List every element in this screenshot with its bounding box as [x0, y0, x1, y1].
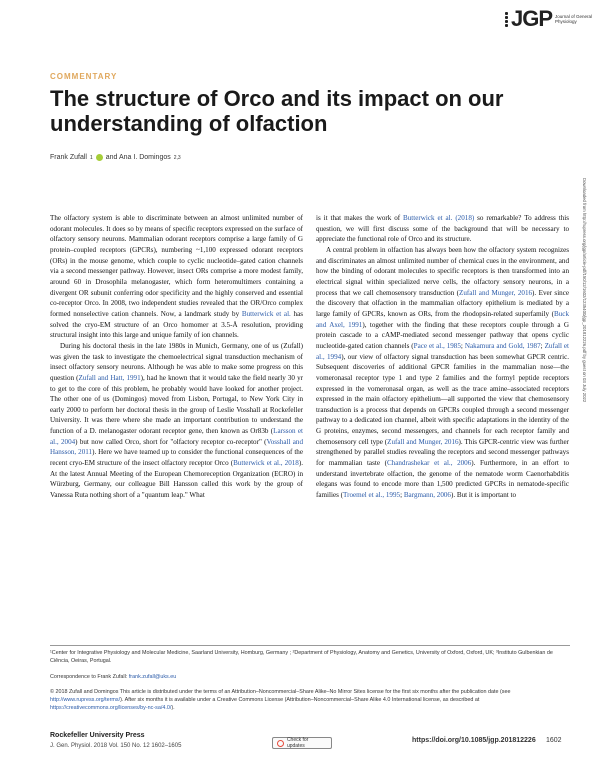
- text: ). Ever since the discovery that olfaction in the mammalian olfactory epithelium is mediated by a large family of GPCRs, known as ORs, from the rhodopsin-related superfamily (: [316, 288, 570, 318]
- article-title: The structure of Orco and its impact on our understanding of olfaction: [50, 86, 504, 136]
- logo-bars-icon: [505, 12, 508, 27]
- download-notice: Downloaded from http://rupress.org/jgp/article-pdf/150/12/1602/1235400/jgp_201812226.pdf by guest on 03 July 2022: [582, 178, 587, 403]
- author-list: [50, 154, 181, 161]
- text: ;: [540, 341, 545, 350]
- text: ), together with the finding that these receptors couple through a G protein cascade to a cAMP-mediated second messenger pathway that opens cyclic nucleotide-gated cation channels (: [316, 320, 569, 350]
- publisher-name: Rockefeller University Press: [50, 732, 145, 739]
- text: has solved the cryo-EM structure of an Orco homomer at 3.5-Å resolution, providing structural insight into this large and unique family of ion channels.: [50, 309, 303, 340]
- citation: J. Gen. Physiol. 2018 Vol. 150 No. 12 1602–1605: [50, 743, 182, 749]
- reference-link[interactable]: Butterwick et al. (2018): [403, 214, 475, 222]
- section-label: COMMENTARY: [50, 72, 118, 81]
- reference-link[interactable]: Nakamura and Gold, 1987: [464, 341, 541, 350]
- check-for-updates-label: Check for updates: [286, 737, 309, 749]
- text: ;: [400, 491, 404, 500]
- affiliation-sup: 2,3: [173, 154, 181, 161]
- affiliations: ¹Center for Integrative Physiology and Molecular Medicine, Saarland University, Homburg, Germany ; ²Department of Physiology, Anatomy and Genetics, University of Oxford, Oxford, UK; ³Instituto Gulbenkian de Ciência, Oeiras, Portugal.: [50, 650, 553, 664]
- license-link[interactable]: https://creativecommons.org/licenses/by-nc-sa/4.0/: [50, 705, 172, 711]
- text: ), our view of olfactory signal transduction has been somewhat GPCR centric. Subsequent discoveries of additional GPCR families in the mammalian nose—the vomeronasal receptor type 1 and type 2 families and the formyl peptide receptors expressed in the vomeronasal organ, as well as the trace amine–associated receptors expressed in the main olfactory epithelium—all supported the view that chemosensory transduction is a process that depends on GPCRs coupled through a second messenger pathway to a dedicated ion channel, albeit with specific adaptations in the identity of the G proteins, enzymes, second messengers, and channels for each receptor family and chemosensory cell type (: [316, 352, 570, 446]
- footnote-divider: [50, 645, 570, 646]
- text: ;: [460, 341, 465, 350]
- correspondence-email[interactable]: frank.zufall@uks.eu: [128, 674, 177, 680]
- check-for-updates-button[interactable]: [272, 737, 332, 749]
- text: ). Here we have teamed up to consider the functional consequences of the recent cryo-EM structure of the insect olfactory receptor Orco (: [50, 448, 303, 468]
- download-sidebar: [579, 178, 589, 718]
- reference-link[interactable]: Zufall et al., 1994: [316, 341, 570, 361]
- text: ).: [171, 705, 175, 711]
- journal-logo: [505, 6, 595, 32]
- crossmark-icon: [277, 740, 284, 747]
- text: ). But it is important to: [450, 491, 517, 500]
- correspondence-label: Correspondence to Frank Zufall:: [50, 674, 129, 680]
- paragraph: [316, 245, 569, 501]
- reference-link[interactable]: Zufall and Munger, 2016: [459, 288, 533, 297]
- body-column-right: [316, 213, 569, 501]
- license-link[interactable]: http://www.rupress.org/terms/: [50, 697, 121, 703]
- reference-link[interactable]: Chandrashekar et al., 2006: [386, 459, 472, 468]
- text: A central problem in olfaction has always been how the olfactory system recognizes and discriminates an almost unlimited number of chemical cues in the environment, and how the binding of odorant molecules to specific receptors is then transformed into an electrical signal within specialized nerve cells, the olfactory sensory neurons, in a process that we call chemosensory transduction (: [316, 245, 569, 297]
- body-column-left: [50, 213, 303, 501]
- text: ). At the latest Annual Meeting of the European Chemoreception Organization (ECRO) in Würzburg, Germany, our colleague Bill Hansson called this work by the group of Vanessa Ruta nothing short of a "quantum leap." What: [50, 459, 303, 500]
- text: ), had he known that it would take the field nearly 30 yr to get to the core of this problem, he probably would have looked for another project. The other one of us (Domingos) moved from Lisbon, Portugal, to New York City in early 2000 to perform her doctoral thesis in the group of Leslie Vosshall at Rockefeller University. It was there where she made an important contribution to understand the function of a D. melanogaster odorant receptor gene, then known as Or83b (: [50, 373, 303, 436]
- paragraph: [316, 213, 569, 245]
- reference-link[interactable]: Larsson et al., 2004: [50, 427, 303, 446]
- correspondence: [50, 674, 570, 680]
- author-name[interactable]: and Ana I. Domingos: [105, 154, 171, 161]
- reference-link[interactable]: Troemel et al., 1995: [343, 491, 401, 500]
- text: During his doctoral thesis in the late 1980s in Munich, Germany, one of us (Zufall) was given the task to investigate the chemoelectrical signal transduction mechanism of insect olfactory sensory neurons. Although he was able to make some progress on this question (: [50, 341, 303, 382]
- text: © 2018 Zufall and Domingos This article is distributed under the terms of an Attribution–Noncommercial–Share Alike–No Mirror Sites license for the first six months after the publication date (see: [50, 689, 511, 695]
- text: so remarkable? To address this question, we will first discuss some of the background that will be necessary to appreciate the functional role of Orco and its structure.: [316, 214, 569, 244]
- reference-link[interactable]: Zufall and Munger, 2016: [387, 437, 459, 446]
- paragraph: [50, 341, 303, 501]
- reference-link[interactable]: Bargmann, 2006: [403, 491, 451, 500]
- orcid-icon[interactable]: [96, 154, 103, 161]
- paragraph: [50, 213, 303, 341]
- logo-subtitle: Journal of General Physiology: [555, 14, 593, 24]
- text: The olfactory system is able to discriminate between an almost unlimited number of odorant molecules. It does so by means of specific receptors expressed on the surface of olfactory sensory neurons. Mammalian odorant receptors comprise a large family of G protein–coupled receptors (GPCRs), numbering ~1,100 expressed odorant receptors (ORs) in the mouse genome, which couple to cyclic nucleotide–gated cation channels via a second messenger pathway. However, insect ORs comprise a more modest family, around 60 in Drosophila melanogaster, which form heteromultimers containing a divergent OR subunit conferring odor specificity and the highly conserved and essential co-receptor Orco. In 2008, two independent studies revealed that the OR/Orco complex formed nonselective cation channels. Now, a landmark study by: [50, 214, 303, 318]
- reference-link[interactable]: Pace et al., 1985: [413, 341, 461, 350]
- logo-text: JGP: [511, 6, 553, 31]
- author-name[interactable]: Frank Zufall: [50, 154, 87, 161]
- text: ). After six months it is available under a Creative Commons License (Attribution–Noncommercial–Share Alike 4.0 International license, as described at: [120, 697, 480, 703]
- page-number: 1602: [546, 737, 562, 744]
- license-statement: [50, 688, 570, 712]
- reference-link[interactable]: Butterwick et al., 2018: [233, 459, 299, 468]
- text: ). This GPCR-centric view was further strengthened by parallel studies revealing the receptors and second messenger pathways for mammalian taste (: [316, 437, 569, 468]
- doi-link[interactable]: https://doi.org/10.1085/jgp.201812226: [412, 737, 536, 744]
- reference-link[interactable]: Vosshall and Hansson, 2011: [50, 437, 303, 457]
- text: ) but now called Orco, short for "olfactory receptor co-receptor" (: [75, 437, 267, 446]
- text: ). Furthermore, in an effort to understand invertebrate olfaction, the genome of the nematode worm Caenorhabditis elegans was found to encode more than 1,500 predicted GPCRs in nematode-specific families (: [316, 459, 569, 500]
- reference-link[interactable]: Butterwick et al.: [241, 309, 291, 318]
- text: is it that makes the work of: [316, 214, 404, 222]
- reference-link[interactable]: Zufall and Hatt, 1991: [78, 373, 141, 382]
- reference-link[interactable]: Buck and Axel, 1991: [316, 309, 569, 329]
- affiliation-sup: 1: [89, 154, 93, 161]
